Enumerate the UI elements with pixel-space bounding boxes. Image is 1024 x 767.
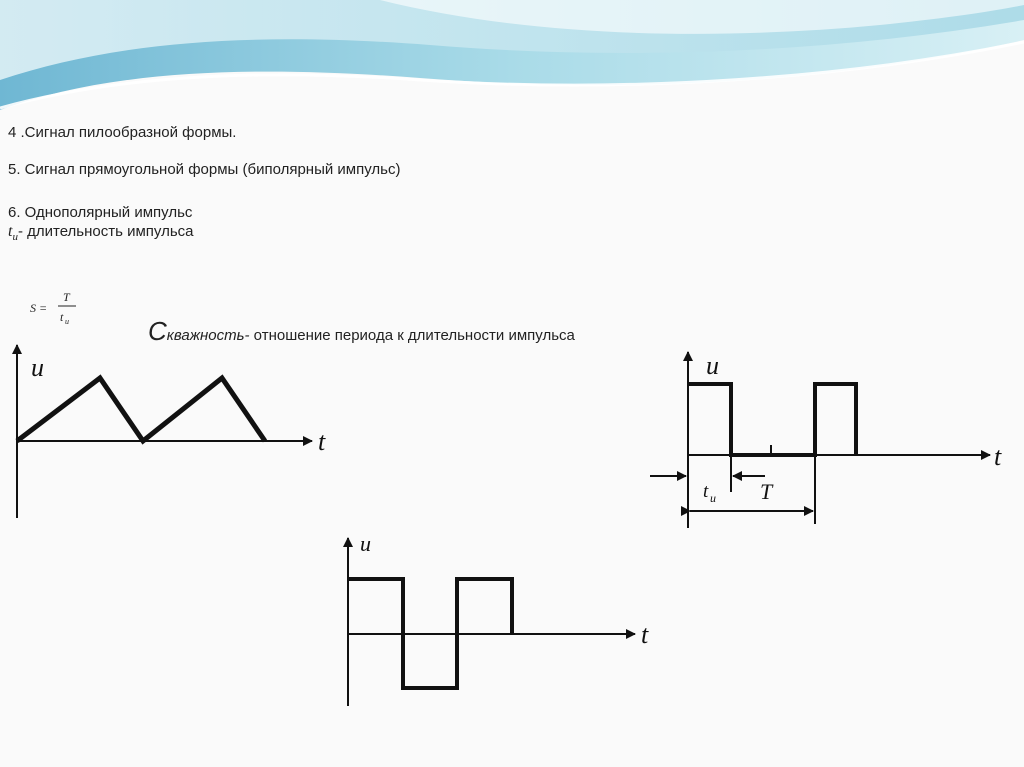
duration-symbol: t: [8, 223, 13, 240]
item-sawtooth-title: 4 .Сигнал пилообразной формы.: [8, 124, 237, 141]
formula-denominator-sub: u: [65, 317, 69, 326]
item-unipolar-title: 6. Однополярный импульс: [8, 204, 193, 221]
duration-subscript: u: [12, 231, 18, 243]
duration-text: - длительность импульса: [17, 223, 194, 240]
item-bipolar-title: 5. Сигнал прямоугольной формы (биполярный импульс): [8, 161, 401, 178]
bipolar-diagram: [348, 531, 649, 706]
sawtooth-x-label: t: [318, 427, 326, 456]
unipolar-diagram: [650, 351, 1002, 528]
period-label: T: [760, 479, 773, 504]
formula-lhs: S =: [30, 301, 48, 315]
formula-numerator: T: [63, 290, 70, 304]
unipolar-y-label: u: [706, 351, 719, 380]
duration-label-sub: u: [710, 491, 716, 505]
duty-cycle-text: отношение периода к длительности импульса: [249, 327, 575, 344]
unipolar-waveform: [688, 384, 856, 455]
sawtooth-waveform: [17, 378, 265, 441]
bipolar-x-label: t: [641, 620, 649, 649]
sawtooth-y-label: u: [31, 353, 44, 382]
duty-cycle-term: кважность-: [166, 327, 250, 344]
duration-label: t: [703, 481, 709, 502]
formula-denominator: t: [60, 310, 64, 324]
bipolar-y-label: u: [360, 531, 371, 556]
sawtooth-diagram: [17, 345, 326, 518]
duty-cycle-first-letter: С: [148, 316, 167, 346]
unipolar-x-label: t: [994, 442, 1002, 471]
